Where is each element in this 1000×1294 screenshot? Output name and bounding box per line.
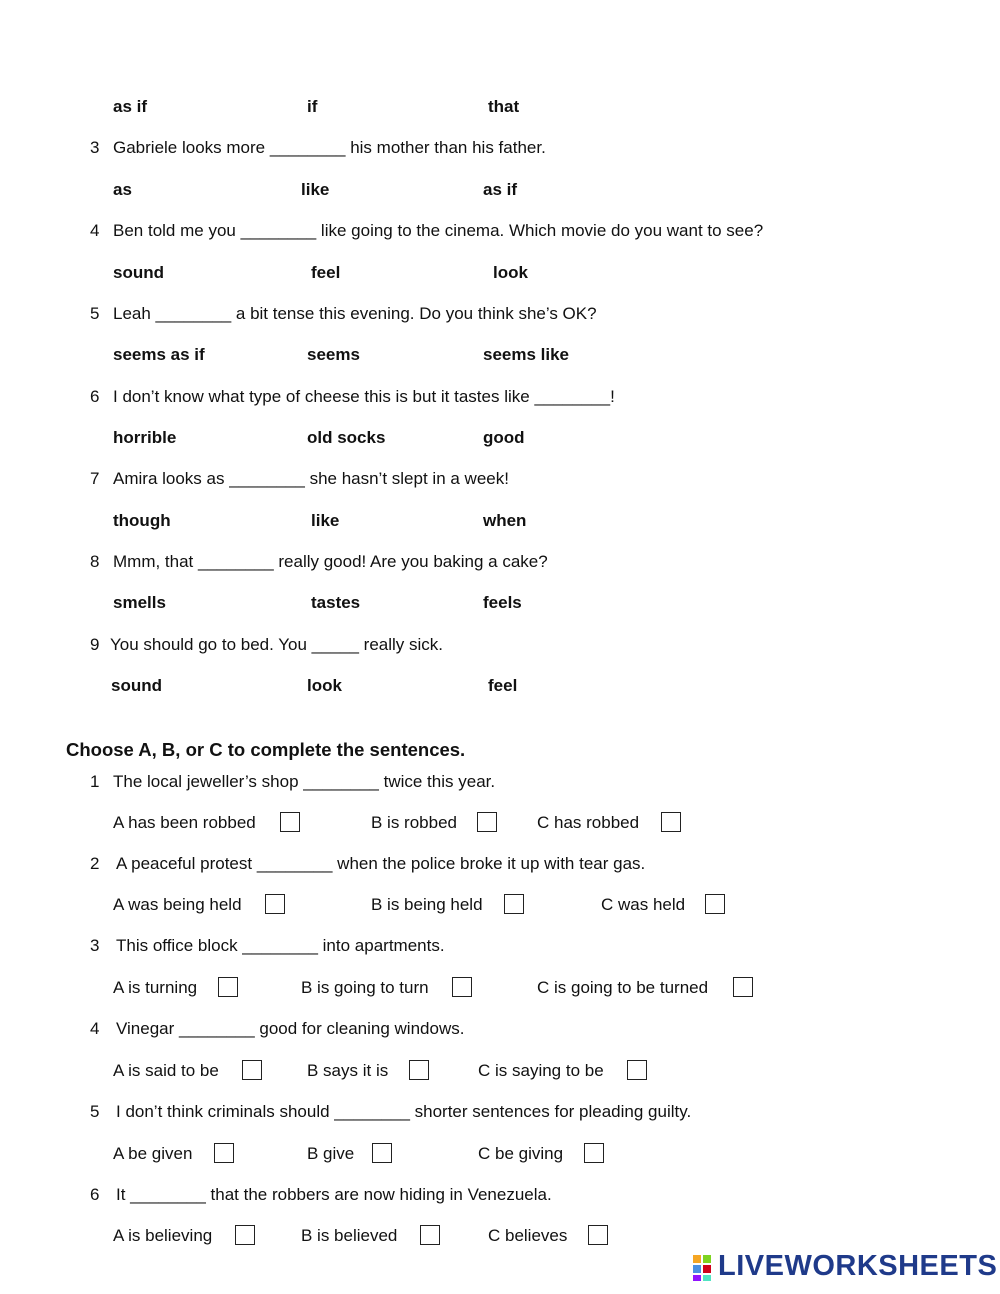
option-top-3: that	[488, 97, 520, 116]
choice-c-label: C is saying to be	[478, 1061, 604, 1080]
question-number: 3	[90, 936, 100, 955]
choice-c-label: C has robbed	[537, 813, 640, 832]
question-text: A peaceful protest ________ when the police broke it up with tear gas.	[116, 854, 646, 873]
choice-a-checkbox[interactable]	[242, 1060, 262, 1080]
option-a: horrible	[113, 428, 177, 447]
choice-b-checkbox[interactable]	[372, 1143, 392, 1163]
option-b: seems	[307, 345, 360, 364]
option-a: though	[113, 511, 171, 530]
option-c: good	[483, 428, 525, 447]
choice-a-label: A was being held	[113, 895, 242, 914]
option-c: as if	[483, 180, 518, 199]
question-text: Ben told me you ________ like going to the cinema. Which movie do you want to see?	[113, 221, 764, 240]
choice-a-label: A is turning	[113, 978, 198, 997]
question-number: 5	[90, 304, 100, 323]
option-b: like	[301, 180, 330, 199]
question-text: I don’t think criminals should ________ shorter sentences for pleading guilty.	[116, 1102, 692, 1121]
choice-c-checkbox[interactable]	[584, 1143, 604, 1163]
question-number: 4	[90, 221, 100, 240]
option-c: when	[483, 511, 527, 530]
option-top-1: as if	[113, 97, 148, 116]
choice-b-label: B give	[307, 1144, 355, 1163]
question-number: 6	[90, 1185, 100, 1204]
logo-text: LIVEWORKSHEETS	[718, 1250, 998, 1282]
option-a: seems as if	[113, 345, 205, 364]
question-text: Gabriele looks more ________ his mother than his father.	[113, 138, 546, 157]
choice-b-label: B is robbed	[371, 813, 457, 832]
option-c: look	[493, 263, 528, 282]
question-text: It ________ that the robbers are now hiding in Venezuela.	[116, 1185, 552, 1204]
question-number: 5	[90, 1102, 100, 1121]
question-text: Leah ________ a bit tense this evening. Do you think she’s OK?	[113, 304, 597, 323]
question-number: 3	[90, 138, 100, 157]
choice-a-label: A be given	[113, 1144, 193, 1163]
question-text: Amira looks as ________ she hasn’t slept in a week!	[113, 469, 509, 488]
choice-b-label: B is going to turn	[301, 978, 429, 997]
option-b: tastes	[311, 593, 361, 612]
question-text: You should go to bed. You _____ really sick.	[110, 635, 444, 654]
choice-b-label: B says it is	[307, 1061, 389, 1080]
section-heading: Choose A, B, or C to complete the sentences.	[66, 739, 466, 760]
option-a: as	[113, 180, 132, 199]
choice-b-checkbox[interactable]	[452, 977, 472, 997]
question-number: 6	[90, 387, 100, 406]
choice-b-checkbox[interactable]	[420, 1225, 440, 1245]
choice-b-checkbox[interactable]	[477, 812, 497, 832]
choice-a-checkbox[interactable]	[265, 894, 285, 914]
option-top-2: if	[307, 97, 318, 116]
question-number: 7	[90, 469, 100, 488]
choice-c-checkbox[interactable]	[705, 894, 725, 914]
choice-b-label: B is being held	[371, 895, 483, 914]
choice-a-label: A is said to be	[113, 1061, 219, 1080]
logo-blocks-icon	[692, 1253, 716, 1283]
choice-a-checkbox[interactable]	[214, 1143, 234, 1163]
choice-b-checkbox[interactable]	[409, 1060, 429, 1080]
option-c: feel	[488, 676, 518, 695]
question-number: 9	[90, 635, 100, 654]
question-number: 4	[90, 1019, 100, 1038]
choice-c-label: C is going to be turned	[537, 978, 709, 997]
option-c: feels	[483, 593, 522, 612]
option-a: sound	[113, 263, 164, 282]
question-text: Vinegar ________ good for cleaning windows.	[116, 1019, 465, 1038]
choice-b-label: B is believed	[301, 1226, 398, 1245]
choice-c-checkbox[interactable]	[588, 1225, 608, 1245]
option-b: look	[307, 676, 342, 695]
option-c: seems like	[483, 345, 570, 364]
choice-c-label: C was held	[601, 895, 686, 914]
question-number: 2	[90, 854, 100, 873]
choice-c-label: C be giving	[478, 1144, 564, 1163]
option-b: old socks	[307, 428, 386, 447]
option-b: like	[311, 511, 340, 530]
choice-a-checkbox[interactable]	[235, 1225, 255, 1245]
option-a: smells	[113, 593, 166, 612]
choice-a-label: A is believing	[113, 1226, 213, 1245]
choice-c-checkbox[interactable]	[627, 1060, 647, 1080]
question-text: Mmm, that ________ really good! Are you baking a cake?	[113, 552, 548, 571]
option-b: feel	[311, 263, 341, 282]
question-text: The local jeweller’s shop ________ twice this year.	[113, 772, 496, 791]
question-number: 8	[90, 552, 100, 571]
choice-c-checkbox[interactable]	[733, 977, 753, 997]
question-number: 1	[90, 772, 100, 791]
choice-b-checkbox[interactable]	[504, 894, 524, 914]
choice-c-label: C believes	[488, 1226, 568, 1245]
choice-c-checkbox[interactable]	[661, 812, 681, 832]
option-a: sound	[111, 676, 162, 695]
question-text: I don’t know what type of cheese this is but it tastes like ________!	[113, 387, 615, 406]
choice-a-checkbox[interactable]	[218, 977, 238, 997]
question-text: This office block ________ into apartments.	[116, 936, 445, 955]
choice-a-checkbox[interactable]	[280, 812, 300, 832]
choice-a-label: A has been robbed	[113, 813, 256, 832]
